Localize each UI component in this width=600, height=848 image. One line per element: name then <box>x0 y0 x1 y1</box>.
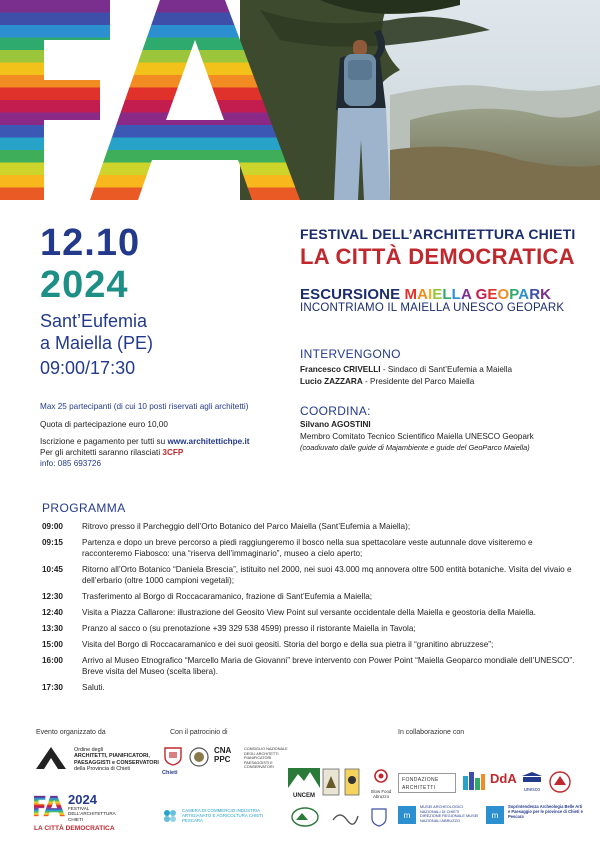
logo-stripe <box>0 38 310 51</box>
program-time: 10:45 <box>42 565 63 574</box>
participants-limit <box>40 401 290 412</box>
excursion-word: ESCURSIONE <box>300 286 401 303</box>
colored-letter: L <box>442 286 452 303</box>
partner-logo-3 <box>462 770 486 792</box>
fondazione-text: FONDAZIONE ARCHITETTI <box>402 777 439 791</box>
logo-stripe <box>34 803 66 804</box>
event-place-line1: Sant’Eufemia <box>40 311 148 331</box>
logo-stripe <box>0 100 310 113</box>
unesco-logo <box>520 770 544 792</box>
uncem-text: UNCEM <box>293 793 315 799</box>
speakers-list <box>300 364 595 388</box>
cnappc-logo <box>214 746 294 776</box>
speaker-role: - Presidente del Parco Maiella <box>362 377 475 386</box>
credits-value: 3CFP <box>162 448 184 457</box>
chamber-commerce-logo <box>162 806 287 828</box>
partner-round-icon <box>290 806 320 828</box>
coordinator-name: Silvano AGOSTINI <box>300 420 371 429</box>
order-line-bold: ARCHITETTI, PIANIFICATORI, <box>74 753 150 760</box>
info-block <box>40 401 290 469</box>
partner-badge-icon <box>322 768 340 796</box>
partner-crest-icon <box>364 806 394 828</box>
geopark-word <box>476 286 551 303</box>
excursion-title <box>300 286 590 303</box>
snail-icon <box>372 768 390 784</box>
contact-line <box>40 458 290 469</box>
logo-stripe <box>0 150 310 163</box>
logo-stripe <box>0 13 310 26</box>
fa-mini-theme: LA CITTÀ DEMOCRATICA <box>34 825 115 832</box>
speakers-heading: INTERVENGONO <box>300 347 401 361</box>
municipality-crest-icon <box>188 746 210 770</box>
logo-stripe <box>0 50 310 63</box>
fee-text: Quota di partecipazione euro 10,00 <box>40 420 168 429</box>
organized-by-label: Evento organizzato da <box>36 729 106 736</box>
speaker-name: Lucio ZAZZARA <box>300 377 363 386</box>
participants-max: Max 25 partecipanti <box>40 402 112 411</box>
partner-logo-2 <box>344 768 360 796</box>
event-hours: 09:00/17:30 <box>40 358 136 378</box>
maiella-word <box>404 286 471 303</box>
logo-stripe <box>34 812 66 813</box>
program-text: Ritrovo presso il Parcheggio dell’Orto Botanico del Parco Maiella (Sant’Eufemia a Maiella); <box>82 522 411 531</box>
unesco-text: unesco <box>523 787 541 793</box>
fa-logo <box>0 0 310 200</box>
uncem-logo <box>288 768 320 799</box>
coordinator-note: (coadiuvato dalle guide di Majambiente e guide del GeoParco Maiella) <box>300 443 530 452</box>
speaker-row <box>300 376 595 388</box>
colored-letter: M <box>404 286 418 303</box>
coordinator-block <box>300 404 595 453</box>
partner-logo-1 <box>322 768 340 796</box>
speaker-role: - Sindaco di Sant’Eufemia a Maiella <box>380 365 513 374</box>
logo-stripe <box>34 800 66 801</box>
fa-mini-line: DELL’ARCHITETTURA <box>68 811 116 817</box>
program-text: Saluti. <box>82 683 105 692</box>
colored-letter: G <box>475 286 488 303</box>
colored-letter: R <box>529 286 541 303</box>
logo-stripe <box>0 25 310 38</box>
signup-text: Iscrizione e pagamento per tutti su <box>40 437 168 446</box>
event-year: 2024 <box>40 264 129 306</box>
program-row <box>42 607 582 618</box>
municipality-logo <box>188 746 210 774</box>
speakers-block <box>300 347 595 388</box>
program-row <box>42 591 582 602</box>
colored-letter: A <box>518 286 530 303</box>
logo-stripe <box>34 806 66 807</box>
partner-seal-icon <box>548 770 572 794</box>
fa-mini-year: 2024 <box>68 792 97 807</box>
slow-food-text: Slow Food Abruzzo <box>370 789 392 800</box>
program-row <box>42 682 582 693</box>
order-emblem-icon <box>34 745 68 771</box>
festival-title: FESTIVAL DELL’ARCHITETTURA CHIETI <box>300 226 576 242</box>
program-row <box>42 537 582 559</box>
event-date-block <box>40 222 270 380</box>
program-time: 13:30 <box>42 624 63 633</box>
logo-stripe <box>34 810 66 811</box>
cnappc-mark: CNA PPC <box>214 746 232 764</box>
logo-stripe <box>34 801 66 802</box>
program-text: Visita a Piazza Callarone: illustrazione del Geosito View Point sul versante occidentale della Maiella e geostoria della Maiella. <box>82 608 536 617</box>
program-time: 15:00 <box>42 640 63 649</box>
logo-stripe <box>34 797 66 798</box>
program-time: 09:15 <box>42 538 63 547</box>
logo-stripe <box>34 807 66 808</box>
order-line: Ordine degli <box>74 747 104 753</box>
program-row <box>42 623 582 634</box>
collaboration-label: In collaborazione con <box>398 729 465 736</box>
coordinator-heading: COORDINA: <box>300 404 371 418</box>
fondazione-logo <box>398 773 456 793</box>
colored-letter: L <box>451 286 461 303</box>
logo-stripe <box>34 815 66 816</box>
svg-text:m: m <box>403 811 411 820</box>
fa-mini-line: CHIETI <box>68 816 84 822</box>
theme-title: LA CITTÀ DEMOCRATICA <box>300 244 575 269</box>
program-row <box>42 655 582 677</box>
logo-stripe <box>0 75 310 88</box>
program-text: Visita del Borgo di Roccacaramanico e dei suoi geositi. Storia del borgo e della sua pietra il “granitino abruzzese”; <box>82 640 494 649</box>
slow-food-logo <box>366 768 396 798</box>
logo-stripe <box>0 163 310 176</box>
program-text: Ritorno all’Orto Botanico “Daniela Brescia”, istituito nel 2000, nei suoi 43.000 mq annovera oltre 500 entità botaniche. Visita del vivaio e dell’erbario (oltre 1000 campioni vegetali); <box>82 565 572 585</box>
program-row <box>42 639 582 650</box>
credits-text: Per gli architetti saranno rilasciati <box>40 448 163 457</box>
program-time: 16:00 <box>42 656 63 665</box>
colored-letter: A <box>417 286 429 303</box>
contact-label: info: <box>40 459 58 468</box>
colored-letter: O <box>497 286 510 303</box>
dda-logo <box>490 770 518 792</box>
fa-mini-text <box>68 806 116 822</box>
excursion-subtitle: INCONTRIAMO IL MAIELLA UNESCO GEOPARK <box>300 302 565 314</box>
logo-stripe <box>34 814 66 815</box>
program-time: 12:40 <box>42 608 63 617</box>
colored-letter: A <box>460 286 472 303</box>
order-line-bold: PAESAGGISTI e CONSERVATORI <box>74 759 159 766</box>
partner-logo-6 <box>330 806 360 828</box>
logo-stripe <box>0 63 310 76</box>
credits-line <box>40 447 290 458</box>
logo-stripe <box>0 188 310 201</box>
program-time: 09:00 <box>42 522 63 531</box>
colored-letter: P <box>509 286 519 303</box>
ministry-icon <box>486 806 504 824</box>
partner-logo-4 <box>548 770 572 794</box>
svg-text:m: m <box>491 811 499 820</box>
partner-badge-icon <box>344 768 360 796</box>
signup-link[interactable]: www.architettichpe.it <box>167 437 250 446</box>
program-row <box>42 564 582 586</box>
logo-stripe <box>34 809 66 810</box>
partner-logo-7 <box>364 806 394 828</box>
titles-block <box>300 226 590 314</box>
logo-stripe <box>0 113 310 126</box>
chieti-province-logo <box>162 746 184 774</box>
signup-line <box>40 436 290 447</box>
contact-phone[interactable]: 085 693726 <box>57 459 102 468</box>
fa-mini-logo <box>34 792 66 820</box>
program-text: Arrivo al Museo Etnografico “Marcello Maria de Giovanni” breve intervento con Power Point “Maiella Geoparco mondiale dell’UNESCO”. Breve visita del Museo (scelta libera). <box>82 656 575 676</box>
event-place-line2: a Maiella (PE) <box>40 333 154 353</box>
logo-stripe <box>34 802 66 803</box>
logo-stripe <box>0 88 310 101</box>
chamber-icon <box>162 808 178 824</box>
partner-script-icon <box>330 806 360 828</box>
program-title: PROGRAMMA <box>42 501 126 515</box>
participants-note: (di cui 10 posti riservati agli architetti) <box>111 402 249 411</box>
order-line: della Provincia di Chieti <box>74 766 131 773</box>
logo-stripe <box>34 796 66 797</box>
fa-mini-line: FESTIVAL <box>68 806 90 811</box>
partner-logo-5 <box>290 806 320 828</box>
cnappc-text: CONSIGLIO NAZIONALE DEGLI ARCHITETTI PIANIFICATORI PAESAGGISTI E CONSERVATORI <box>244 747 288 770</box>
logo-stripe <box>0 138 310 151</box>
program-time: 12:30 <box>42 592 63 601</box>
logo-stripe <box>34 798 66 799</box>
chieti-crest-icon <box>162 746 184 766</box>
soprintendenza-logo <box>486 804 586 830</box>
program-list <box>42 521 582 698</box>
program-row <box>42 521 582 532</box>
colored-letter: I <box>428 286 433 303</box>
chieti-text: Chieti <box>162 770 178 776</box>
coordinator-role: Membro Comitato Tecnico Scientifico Maiella UNESCO Geopark <box>300 432 534 441</box>
logo-stripe <box>34 805 66 806</box>
soprintendenza-text: Soprintendenza Archeologia Belle Arti e Paesaggio per le province di Chieti e Pescara <box>508 804 583 819</box>
program-text: Trasferimento al Borgo di Roccacaramanico, frazione di Sant’Eufemia a Maiella; <box>82 592 373 601</box>
logo-stripe <box>0 125 310 138</box>
colored-letter: E <box>432 286 443 303</box>
dda-text: DdA <box>490 771 517 786</box>
program-text: Partenza e dopo un breve percorso a piedi raggiungeremo il bosco nella sua spettacolare veste autunnale dove visiteremo e racconteremo Fiabosco: una “riserva dell’immaginario”, museo a cielo aperto; <box>82 538 533 558</box>
header-banner <box>0 0 600 200</box>
speaker-row <box>300 364 595 376</box>
chamber-text: CAMERA DI COMMERCIO INDUSTRIA ARTIGIANATO E AGRICOLTURA CHIETI PESCARA <box>182 808 264 824</box>
uncem-mountains-icon <box>288 768 320 788</box>
logo-stripe <box>34 811 66 812</box>
unesco-temple-icon <box>520 771 544 783</box>
program-time: 17:30 <box>42 683 63 692</box>
logo-stripe <box>0 175 310 188</box>
event-date: 12.10 <box>40 222 141 264</box>
program-text: Pranzo al sacco o (su prenotazione +39 329 538 4599) presso il ristorante Maiella in Tavola; <box>82 624 416 633</box>
patronage-label: Con il patrocinio di <box>170 729 228 736</box>
colored-letter: K <box>540 286 552 303</box>
musei-chieti-logo <box>398 804 480 830</box>
partner-colorful-icon <box>462 770 486 792</box>
colored-letter: E <box>487 286 498 303</box>
museum-icon <box>398 806 416 824</box>
logo-stripe <box>0 0 310 13</box>
musei-text: MUSEI ARCHEOLOGICI NAZIONALI DI CHIETI DIREZIONE REGIONALE MUSEI NAZIONALI ABRUZZO <box>420 804 479 823</box>
speaker-name: Francesco CRIVELLI <box>300 365 381 374</box>
